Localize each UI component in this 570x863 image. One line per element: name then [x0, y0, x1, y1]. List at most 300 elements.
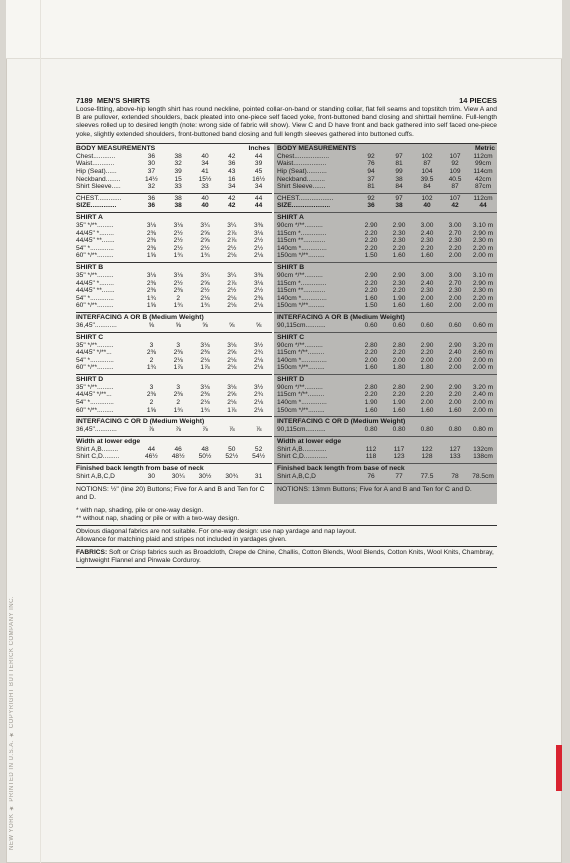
row-label: Shirt A,B............. [277, 445, 327, 453]
row-label: SIZE..................... [277, 202, 331, 210]
table-cell: 2½ [173, 244, 183, 252]
table-cell: 3⅛ [173, 221, 183, 229]
table-row [277, 399, 497, 407]
table-row [277, 252, 497, 260]
table-row [76, 237, 272, 245]
table-cell: 2.30 [420, 237, 434, 245]
table-cell: 2.00 [448, 252, 462, 260]
table-row [277, 295, 497, 303]
row-label: 36,45"............ [76, 426, 117, 434]
section-title-text: INTERFACING C OR D (Medium Weight) [277, 418, 406, 426]
table-row [277, 426, 497, 434]
table-cell: 40 [201, 194, 209, 202]
row-label: 90,115cm........... [277, 321, 326, 329]
section-title [277, 465, 497, 473]
table-row [76, 168, 272, 176]
table-row [277, 349, 497, 357]
table-cell: 2.30 [392, 237, 406, 245]
table-cell: 1¾ [173, 302, 183, 310]
table-cell: 2 [149, 399, 154, 407]
table-cell: 2 [176, 294, 181, 302]
table-row [76, 195, 272, 203]
table-cell: 92 [367, 152, 375, 160]
table-cell: 114cm [473, 168, 493, 175]
table-cell: 3⅛ [227, 341, 237, 349]
row-label: 44/45" */**... [76, 391, 112, 399]
table-cell: 122 [421, 445, 433, 453]
table-cell: 1¾ [200, 302, 210, 310]
table-cell: 87 [451, 183, 459, 191]
table-cell: 52½ [225, 453, 239, 461]
table-cell: 44 [479, 202, 487, 210]
row-label: 90,115cm........... [277, 426, 326, 434]
table-cell: 46 [174, 445, 182, 453]
section-title-text: BODY MEASUREMENTS [76, 144, 156, 152]
table-row [277, 176, 497, 184]
table-cell: 2½ [254, 244, 264, 252]
table-row [76, 357, 272, 365]
table-cell: 2⅛ [200, 294, 210, 302]
table-cell: 2⅜ [200, 391, 210, 399]
section-title [76, 145, 272, 153]
table-cell: 2.70 [448, 229, 462, 237]
row-label: Shirt Sleeve..... [76, 183, 121, 191]
table-cell: 2.70 [448, 279, 462, 287]
table-row [277, 391, 497, 399]
table-cell: 30 [147, 160, 156, 168]
row-label: 115cm *.............. [277, 279, 327, 287]
table-cell: 3½ [254, 383, 264, 391]
row-label: Shirt A,B,C,D [277, 473, 316, 481]
table-cell: 3⅛ [200, 341, 210, 349]
table-cell: 2.90 [392, 221, 406, 229]
section-title [277, 438, 497, 446]
table-cell: 3.00 [448, 271, 462, 279]
table-cell: 2.20 [392, 287, 406, 295]
table-cell: 36 [228, 160, 236, 168]
table-row [76, 160, 272, 168]
table-cell: 2⅝ [200, 229, 210, 237]
section-title [76, 314, 272, 322]
table-row [76, 202, 272, 210]
table-cell: 0.60 [448, 321, 462, 329]
table-cell: 2⅛ [200, 399, 210, 407]
row-label: 60" */**......... [76, 302, 114, 310]
table-row [76, 302, 272, 310]
table-cell: 1⅞ [173, 364, 183, 372]
row-label: Neckband........ [76, 175, 121, 183]
row-label: 35" */**......... [76, 341, 114, 349]
table-row [76, 364, 272, 372]
table-cell: 2⅛ [254, 302, 264, 310]
table-cell: 0.80 [392, 426, 406, 434]
table-cell: 1⅝ [146, 252, 156, 260]
table-cell: 1.60 [420, 302, 434, 310]
table-row [277, 280, 497, 288]
table-cell: 2.90 m [472, 229, 494, 237]
table-row [277, 453, 497, 461]
table-cell: 77 [395, 473, 403, 481]
notions: NOTIONS: ½" (line 20) Buttons; Five for A and B and Ten for C and D. [76, 485, 265, 501]
table-cell: 52 [254, 445, 263, 453]
table-row [277, 222, 497, 230]
side-print-text: NEW YORK ★ PRINTED IN U.S.A. ★ COPYRIGHT BUTTERICK COMPANY INC. [9, 595, 15, 850]
table-row [277, 384, 497, 392]
table-cell: 81 [395, 160, 403, 168]
pattern-info [76, 96, 497, 568]
table-cell: 48 [201, 445, 209, 453]
table-cell: 2.00 m [472, 364, 494, 372]
table-section [274, 213, 497, 263]
table-section [274, 263, 497, 313]
description: Loose-fitting, above-hip length shirt has round neckline, pointed collar-on-band or standing collar, flat fell seams and topstitch trim. View A and B are pullover, extended shoulders, back pleated into one-piece self faced yoke, front-buttoned band closing and shirttail hemline. Full-length sleeves rolled up to desired length (note: wrong side of fabric will show). View C and D have front and back gathered into self faced one-piece yoke, slightly extended shoulders, front-buttoned band closing and full length sleeves gathered into buttoned cuffs. [76, 106, 497, 138]
row-label: 54" *............. [76, 294, 114, 302]
table-cell: 2⅛ [254, 252, 264, 260]
table-cell: 2½ [173, 279, 183, 287]
table-cell: 117 [393, 445, 405, 453]
table-section [274, 144, 497, 194]
table-cell: 38 [395, 202, 403, 210]
table-cell: 32 [147, 183, 156, 191]
table-cell: 30½ [198, 473, 212, 481]
table-cell: 2.00 [420, 399, 434, 407]
table-section [274, 417, 497, 437]
table-cell: 78 [451, 473, 459, 481]
table-cell: 3¼ [200, 221, 210, 229]
table-cell: 128 [421, 453, 433, 461]
table-cell: 30¾ [225, 473, 239, 481]
row-label: 44/45" *........ [76, 279, 114, 287]
table-cell: 2.00 [448, 364, 462, 372]
table-row [277, 302, 497, 310]
table-cell: 3¼ [227, 221, 237, 229]
table-cell: 2.90 m [472, 279, 494, 287]
section-title [76, 264, 272, 272]
table-cell: 0.80 [364, 426, 378, 434]
table-cell: 31 [254, 473, 263, 481]
table-cell: 1.60 [364, 406, 378, 414]
pattern-title: MEN'S SHIRTS [96, 96, 150, 105]
table-cell: 2⅛ [227, 364, 237, 372]
table-cell: 1.50 [364, 252, 378, 260]
section-title [76, 334, 272, 342]
row-label: Chest................... [277, 152, 330, 160]
table-cell: 2½ [173, 229, 183, 237]
table-cell: ⅝ [175, 321, 181, 329]
table-cell: 2⅜ [173, 287, 183, 295]
table-cell: 38 [174, 202, 182, 210]
table-section [76, 194, 272, 213]
table-cell: 39 [254, 160, 263, 168]
table-cell: 2.20 [392, 391, 406, 399]
row-label: Shirt A,B......... [76, 445, 119, 453]
row-label: 35" */**......... [76, 271, 114, 279]
metric-table [274, 144, 497, 504]
section-title-text: SHIRT D [277, 375, 305, 383]
table-cell: 37 [147, 168, 156, 175]
row-label: CHEST................... [277, 194, 334, 202]
table-cell: 2.20 m [472, 294, 494, 302]
table-cell: 127 [449, 445, 461, 453]
table-cell: 3 [176, 383, 181, 391]
table-cell: 2⅜ [200, 349, 210, 357]
unit-label: Inches [248, 144, 270, 152]
table-cell: 14½ [144, 175, 158, 183]
table-row [277, 153, 497, 161]
row-label: 36,45"............ [76, 321, 117, 329]
row-label: 44/45" **....... [76, 237, 115, 245]
table-cell: 1.90 [392, 399, 406, 407]
row-label: 90cm */**.......... [277, 271, 323, 279]
table-cell: 2⅞ [227, 229, 237, 237]
section-title-text: SHIRT B [76, 263, 104, 271]
table-cell: 34 [254, 183, 263, 191]
table-cell: 112cm [473, 194, 493, 202]
table-row [76, 252, 272, 260]
section-title [76, 418, 272, 426]
table-cell: 0.60 [392, 321, 406, 329]
table-cell: 2.00 [392, 356, 406, 364]
table-cell: 40 [201, 202, 209, 210]
table-cell: 2.40 [420, 279, 434, 287]
table-cell: 38 [174, 194, 182, 202]
table-section [274, 333, 497, 375]
table-cell: 2¾ [254, 391, 264, 399]
table-cell: 15 [174, 175, 182, 183]
table-cell: 2.20 [392, 349, 406, 357]
table-cell: 2.00 [448, 399, 462, 407]
table-cell: 87 [423, 160, 431, 168]
fabrics-label: FABRICS: [76, 548, 108, 556]
table-cell: 3.00 [448, 221, 462, 229]
table-cell: 2.20 [420, 349, 434, 357]
table-cell: 2⅜ [254, 294, 264, 302]
section-title-text: Finished back length from base of neck [76, 465, 204, 473]
row-label: Shirt Sleeve....... [277, 183, 326, 191]
table-section [76, 263, 272, 313]
table-cell: 1.60 [392, 302, 406, 310]
header [76, 96, 497, 105]
section-title-text: SHIRT C [277, 333, 305, 341]
table-cell: ⅞ [255, 426, 262, 434]
table-cell: 1⅞ [227, 406, 237, 414]
table-cell: 2.00 [448, 302, 462, 310]
table-cell: 42 [228, 152, 236, 160]
table-cell: 2⅞ [227, 279, 237, 287]
table-cell: 112cm [473, 152, 493, 160]
row-label: 115cm */**......... [277, 391, 325, 399]
table-section [76, 464, 272, 484]
table-cell: 2⅜ [146, 279, 156, 287]
table-cell: 3.20 m [472, 341, 494, 349]
table-cell: 2⅛ [227, 294, 237, 302]
table-row [76, 322, 272, 330]
table-cell: 2.90 [364, 271, 378, 279]
table-row [277, 357, 497, 365]
table-cell: 2⅜ [146, 244, 156, 252]
table-row [76, 391, 272, 399]
table-cell: 3 [176, 341, 181, 349]
row-label: 90cm */**.......... [277, 383, 323, 391]
section-title [277, 145, 497, 153]
inches-table [76, 144, 274, 504]
table-row [76, 183, 272, 191]
pattern-number: 7189 [76, 96, 93, 105]
table-cell: 97 [395, 152, 403, 160]
section-title-text: INTERFACING A OR B (Medium Weight) [76, 313, 204, 321]
table-cell: 2⅛ [254, 399, 264, 407]
table-cell: ⅞ [229, 426, 235, 434]
table-row [277, 230, 497, 238]
row-label: 150cm */**......... [277, 302, 325, 310]
row-label: 140cm *.............. [277, 356, 327, 364]
table-cell: 2½ [173, 237, 183, 245]
table-cell: 2⅜ [146, 287, 156, 295]
table-row [277, 272, 497, 280]
table-cell: 2⅛ [227, 252, 237, 260]
row-label: Neckband.......... [277, 175, 326, 183]
table-row [277, 160, 497, 168]
table-cell: 39.5 [420, 175, 434, 183]
table-cell: 2.00 m [472, 406, 494, 414]
table-cell: 3⅛ [173, 271, 183, 279]
table-row [76, 399, 272, 407]
table-row [76, 245, 272, 253]
table-row [277, 287, 497, 295]
table-cell: 97 [395, 194, 403, 202]
table-cell: 2½ [227, 287, 237, 295]
table-section [274, 464, 497, 484]
table-cell: 2.20 [420, 391, 434, 399]
table-cell: 3⅛ [146, 271, 156, 279]
table-row [277, 322, 497, 330]
table-cell: 76 [367, 160, 375, 168]
table-cell: 2⅜ [146, 229, 156, 237]
table-cell: 99cm [474, 160, 492, 168]
section-title [76, 214, 272, 222]
footnote-nap: * with nap, shading, pile or one-way design. [76, 506, 204, 514]
table-cell: ⅞ [175, 426, 181, 434]
table-cell: 2.30 [392, 229, 406, 237]
table-cell: 50½ [198, 453, 212, 461]
table-cell: 2⅝ [200, 279, 210, 287]
table-cell: 3⅛ [227, 383, 237, 391]
table-cell: 87cm [474, 183, 492, 191]
table-cell: 0.60 m [472, 321, 494, 329]
fabric-note-plaid: Allowance for matching plaid and stripes not included in yardages given. [76, 535, 287, 543]
table-cell: 3 [149, 341, 154, 349]
table-row [76, 222, 272, 230]
table-cell: 2⅝ [227, 391, 237, 399]
table-cell: 3.00 [420, 271, 434, 279]
table-cell: 2.80 [364, 341, 378, 349]
row-label: 115cm *.............. [277, 229, 327, 237]
table-cell: 2.00 m [472, 356, 494, 364]
table-cell: 2.20 m [472, 244, 494, 252]
table-cell: 2.30 [420, 287, 434, 295]
table-row [76, 473, 272, 481]
table-cell: 2.00 [448, 356, 462, 364]
row-label: Hip (Seat)...... [76, 168, 117, 175]
table-cell: 1¾ [173, 252, 183, 260]
table-cell: 2.30 m [472, 287, 494, 295]
table-cell: 44 [254, 152, 263, 160]
section-title [277, 214, 497, 222]
table-cell: 44 [254, 202, 263, 210]
row-label: 44/45" */**... [76, 349, 112, 357]
table-row [76, 153, 272, 161]
table-cell: 3.00 [420, 221, 434, 229]
table-cell: 2.20 [448, 244, 462, 252]
table-cell: 42 [228, 194, 236, 202]
table-section [76, 437, 272, 464]
table-cell: 36 [147, 202, 156, 210]
table-cell: 2.40 m [472, 391, 494, 399]
table-cell: 2.90 [448, 383, 462, 391]
table-cell: 92 [451, 160, 459, 168]
table-cell: 2½ [254, 287, 264, 295]
row-label: 90cm */**.......... [277, 221, 323, 229]
section-title [277, 334, 497, 342]
table-section [76, 313, 272, 333]
table-cell: 1.60 [392, 252, 406, 260]
red-edge-mark [556, 745, 562, 791]
section-title [277, 264, 497, 272]
table-cell: 2.90 [420, 341, 434, 349]
table-cell: 54½ [252, 453, 265, 461]
table-cell: 1.60 [448, 406, 462, 414]
table-cell: 123 [393, 453, 405, 461]
table-cell: 2.40 [420, 229, 434, 237]
row-label: Shirt C,D......... [76, 453, 120, 461]
table-cell: 38 [395, 175, 403, 183]
table-cell: 2.00 [420, 294, 434, 302]
table-cell: 1.60 [364, 294, 378, 302]
table-cell: 2.30 [448, 237, 462, 245]
table-cell: 3⅛ [254, 229, 264, 237]
table-cell: 2½ [227, 244, 237, 252]
section-title [76, 438, 272, 446]
row-label: 90cm */**.......... [277, 341, 323, 349]
table-cell: 33 [174, 183, 182, 191]
table-section [274, 194, 497, 213]
section-title-text: SHIRT A [277, 213, 304, 221]
table-cell: 2⅛ [227, 399, 237, 407]
table-cell: 2 [176, 399, 181, 407]
table-cell: 2⅛ [254, 406, 264, 414]
table-cell: 1¾ [146, 294, 156, 302]
table-cell: 2.00 [420, 356, 434, 364]
table-cell: 3⅛ [200, 383, 210, 391]
section-title [277, 418, 497, 426]
table-cell: 2⅝ [227, 349, 237, 357]
table-cell: 2.30 m [472, 237, 494, 245]
table-row [76, 349, 272, 357]
table-cell: 2.30 [448, 287, 462, 295]
section-title-text: Width at lower edge [76, 437, 141, 445]
table-cell: 3⅛ [146, 221, 156, 229]
table-row [277, 446, 497, 454]
table-cell: 132cm [473, 445, 493, 453]
table-cell: 42 [451, 202, 459, 210]
table-cell: 2.20 [364, 391, 378, 399]
table-section [274, 375, 497, 417]
section-title-text: SHIRT B [277, 263, 305, 271]
table-cell: 1.60 [420, 406, 434, 414]
fold-line [40, 0, 41, 863]
table-cell: 84 [423, 183, 431, 191]
table-cell: 2½ [200, 244, 210, 252]
